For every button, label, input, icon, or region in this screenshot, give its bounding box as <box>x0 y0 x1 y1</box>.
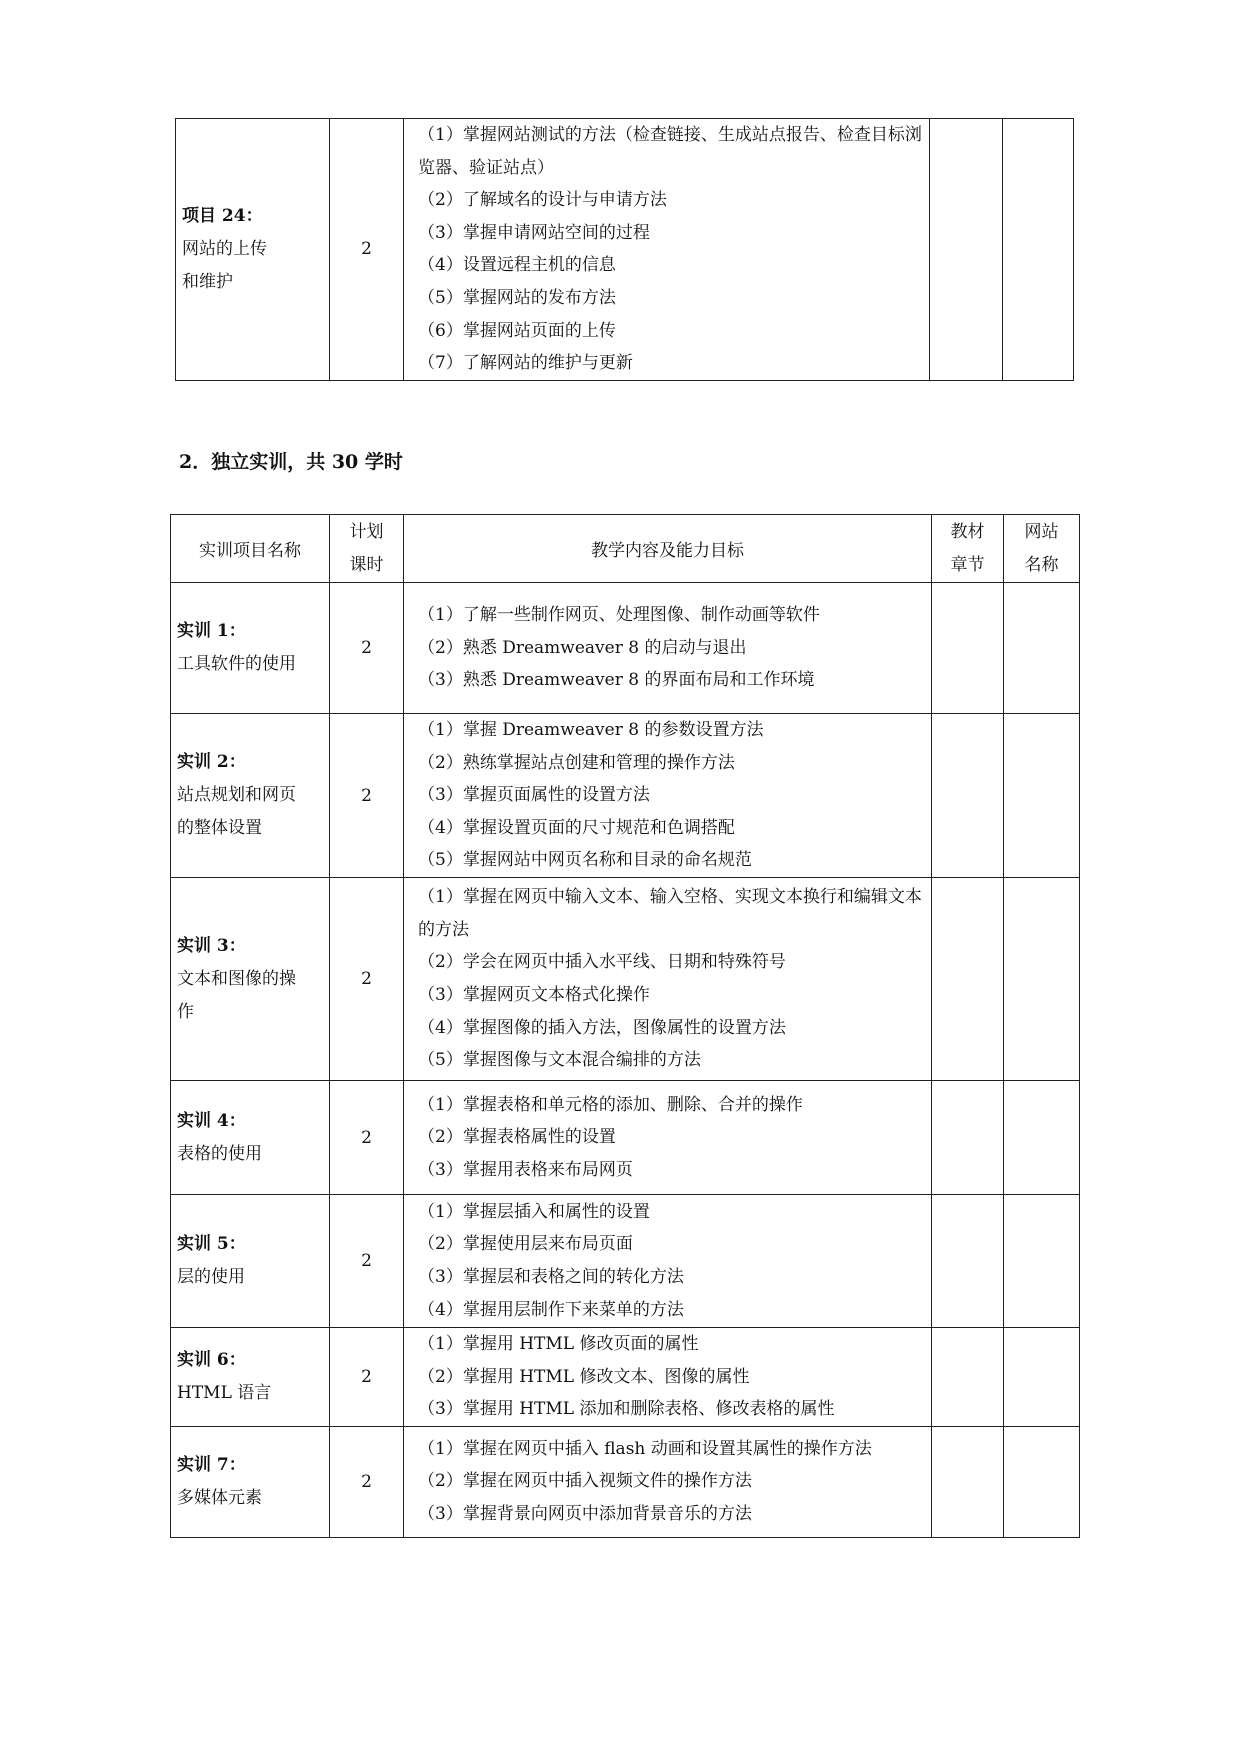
project-name-cell <box>171 878 330 1081</box>
content-cell <box>404 1328 932 1427</box>
header-site-line: 网站 <box>1024 521 1059 542</box>
content-line: （3）掌握用 HTML 添加和删除表格、修改表格的属性 <box>418 1399 835 1420</box>
project-name-line: 文本和图像的操 <box>177 968 296 989</box>
project-name-cell <box>171 1195 330 1328</box>
project-name-line: 网站的上传 <box>182 238 267 259</box>
content-line: （5）掌握网站的发布方法 <box>418 287 616 308</box>
content-cell <box>404 1081 932 1195</box>
table-row <box>171 1195 1080 1328</box>
content-cell <box>404 714 932 878</box>
content-line: （5）掌握图像与文本混合编排的方法 <box>418 1050 701 1071</box>
chapter-cell <box>932 1426 1004 1537</box>
content-cell <box>404 1426 932 1537</box>
chapter-cell <box>932 1328 1004 1427</box>
project-name-line: 多媒体元素 <box>177 1487 262 1508</box>
content-line: （2）掌握表格属性的设置 <box>418 1127 616 1148</box>
content-line: （1）掌握在网页中插入 flash 动画和设置其属性的操作方法 <box>418 1438 872 1459</box>
content-cell <box>404 878 932 1081</box>
header-chapter-line: 章节 <box>950 554 985 575</box>
content-line: （4）掌握用层制作下来菜单的方法 <box>418 1299 684 1320</box>
site-cell <box>1004 1426 1080 1537</box>
project-title: 实训 4： <box>177 1110 246 1131</box>
project-name-line: 站点规划和网页 <box>177 785 296 805</box>
hours-cell: 2 <box>330 119 404 381</box>
project-title: 实训 2： <box>177 752 246 772</box>
project-name-cell <box>171 714 330 878</box>
chapter-cell <box>932 583 1004 714</box>
site-cell <box>1004 714 1080 878</box>
project-name-cell <box>171 1081 330 1195</box>
content-line: （1）掌握表格和单元格的添加、删除、合并的操作 <box>418 1094 803 1115</box>
project-title: 实训 7： <box>177 1454 246 1475</box>
content-cell <box>404 583 932 714</box>
header-content: 教学内容及能力目标 <box>404 515 932 583</box>
hours-cell: 2 <box>330 1081 404 1195</box>
content-line: （1）掌握网站测试的方法（检查链接、生成站点报告、检查目标浏览器、验证站点） <box>418 125 922 178</box>
project-title: 实训 1： <box>177 621 246 641</box>
project-title: 实训 5： <box>177 1234 246 1254</box>
content-line: （2）掌握在网页中插入视频文件的操作方法 <box>418 1471 752 1492</box>
table-header-row <box>171 515 1080 583</box>
header-site <box>1004 515 1080 583</box>
content-line: （6）掌握网站页面的上传 <box>418 320 616 341</box>
header-site-line: 名称 <box>1024 554 1059 575</box>
training-table <box>170 514 1080 1538</box>
chapter-cell <box>932 1081 1004 1195</box>
project-name-line: 表格的使用 <box>177 1143 262 1164</box>
content-line: （1）掌握用 HTML 修改页面的属性 <box>418 1334 699 1354</box>
content-line: （2）熟悉 Dreamweaver 8 的启动与退出 <box>418 637 747 658</box>
header-chapter-line: 教材 <box>950 521 985 542</box>
project-title: 实训 3： <box>177 935 246 956</box>
content-line: （3）掌握申请网站空间的过程 <box>418 222 650 243</box>
table-row <box>171 714 1080 878</box>
content-line: （1）掌握在网页中输入文本、输入空格、实现文本换行和编辑文本的方法 <box>418 887 922 940</box>
project-name-cell <box>171 1426 330 1537</box>
header-hours <box>330 515 404 583</box>
content-line: （1）掌握 Dreamweaver 8 的参数设置方法 <box>418 720 764 741</box>
content-line: （5）掌握网站中网页名称和目录的命名规范 <box>418 850 752 871</box>
content-line: （3）掌握层和表格之间的转化方法 <box>418 1267 684 1287</box>
content-line: （3）掌握背景向网页中添加背景音乐的方法 <box>418 1504 752 1525</box>
site-cell <box>1004 1328 1080 1427</box>
header-hours-line: 计划 <box>349 521 384 542</box>
hours-cell: 2 <box>330 1328 404 1427</box>
project-name-cell <box>171 583 330 714</box>
project-name-line: 工具软件的使用 <box>177 654 296 674</box>
content-cell <box>404 1195 932 1328</box>
site-cell <box>1004 583 1080 714</box>
header-name: 实训项目名称 <box>171 515 330 583</box>
content-line: （3）掌握网页文本格式化操作 <box>418 985 650 1005</box>
content-line: （2）掌握用 HTML 修改文本、图像的属性 <box>418 1366 750 1387</box>
project-title: 实训 6： <box>177 1349 246 1370</box>
chapter-cell <box>930 119 1003 381</box>
hours-cell: 2 <box>330 1426 404 1537</box>
project-name-cell <box>171 1328 330 1427</box>
content-line: （3）掌握用表格来布局网页 <box>418 1159 633 1180</box>
table-row <box>176 119 1074 381</box>
hours-cell: 2 <box>330 583 404 714</box>
site-cell <box>1004 878 1080 1081</box>
project-name-line: 的整体设置 <box>177 818 262 838</box>
content-line: （7）了解网站的维护与更新 <box>418 353 633 374</box>
site-cell <box>1004 1195 1080 1328</box>
content-line: （2）熟练掌握站点创建和管理的操作方法 <box>418 752 735 773</box>
header-chapter <box>932 515 1004 583</box>
chapter-cell <box>932 878 1004 1081</box>
content-line: （1）了解一些制作网页、处理图像、制作动画等软件 <box>418 605 820 626</box>
site-cell <box>1004 1081 1080 1195</box>
project-title: 项目 24： <box>182 205 263 226</box>
table-row <box>171 1328 1080 1427</box>
content-line: （4）设置远程主机的信息 <box>418 255 616 276</box>
content-cell <box>404 119 930 381</box>
table-row <box>171 1426 1080 1537</box>
table-row <box>171 583 1080 714</box>
project-name-cell <box>176 119 330 381</box>
course-table-continued <box>175 118 1074 381</box>
site-cell <box>1003 119 1074 381</box>
hours-cell: 2 <box>330 1195 404 1328</box>
header-hours-line: 课时 <box>349 554 384 575</box>
content-line: （3）熟悉 Dreamweaver 8 的界面布局和工作环境 <box>418 670 815 691</box>
content-line: （2）了解域名的设计与申请方法 <box>418 190 667 211</box>
hours-cell: 2 <box>330 878 404 1081</box>
project-name-line: 和维护 <box>182 271 233 292</box>
chapter-cell <box>932 1195 1004 1328</box>
table-row <box>171 878 1080 1081</box>
content-line: （4）掌握图像的插入方法，图像属性的设置方法 <box>418 1017 786 1038</box>
content-line: （4）掌握设置页面的尺寸规范和色调搭配 <box>418 817 735 838</box>
table-row <box>171 1081 1080 1195</box>
project-name-line: 作 <box>177 1001 194 1022</box>
content-line: （1）掌握层插入和属性的设置 <box>418 1201 650 1222</box>
project-name-line: HTML 语言 <box>177 1382 272 1403</box>
content-line: （3）掌握页面属性的设置方法 <box>418 785 650 806</box>
content-line: （2）学会在网页中插入水平线、日期和特殊符号 <box>418 952 786 973</box>
content-line: （2）掌握使用层来布局页面 <box>418 1234 633 1255</box>
project-name-line: 层的使用 <box>177 1267 245 1287</box>
hours-cell: 2 <box>330 714 404 878</box>
chapter-cell <box>932 714 1004 878</box>
section-heading: 2．独立实训，共 30 学时 <box>179 451 403 473</box>
